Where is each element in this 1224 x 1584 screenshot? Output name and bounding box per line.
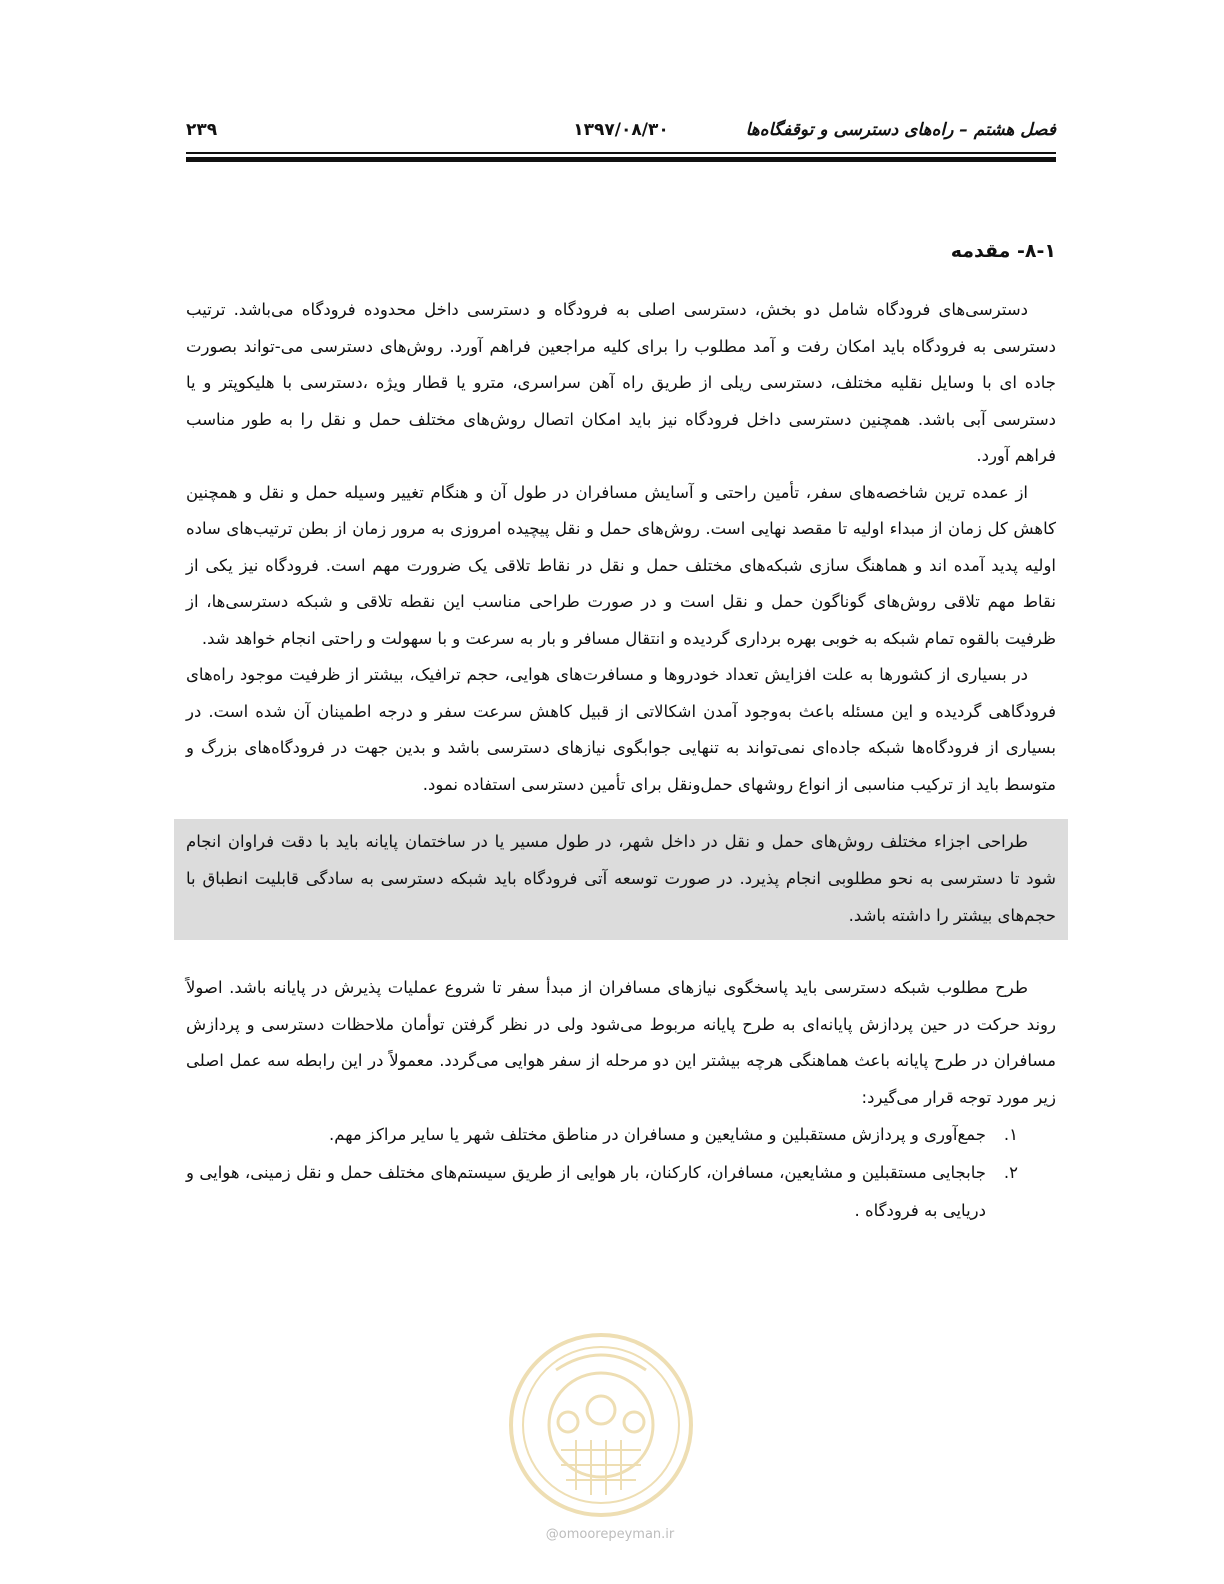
- header-date: ۱۳۹۷/۰۸/۳۰: [573, 120, 669, 140]
- header-rule-thin: [186, 152, 1056, 154]
- list-item: [186, 1154, 1056, 1230]
- paragraph: در بسیاری از کشورها به علت افزایش تعداد خودروها و مسافرت‌های هوایی، حجم ترافیک، بیشتر از ظرفیت موجود راه‌های فرودگاهی گردیده و این مسئله باعث به‌وجود آمدن اشکالاتی از قبیل کاهش سرعت سفر و درجه اطمینان آن شده است. در بسیاری از فرودگاه‌ها شبکه جاده‌ای نمی‌تواند به تنهایی جوابگوی نیازهای دسترسی باشد و بدین جهت در فرودگاه‌های بزرگ و متوسط باید از ترکیب مناسبی از انواع روشهای حمل‌ونقل برای تأمین دسترسی استفاده نمود.: [186, 665, 1056, 794]
- numbered-list: [186, 1116, 1056, 1230]
- list-item-text: جمع‌آوری و پردازش مستقبلین و مشایعین و مسافران در مناطق مختلف شهر یا سایر مراکز مهم.: [328, 1125, 986, 1144]
- paragraph: طرح مطلوب شبکه دسترسی باید پاسخگوی نیازهای مسافران از مبدأ سفر تا شروع عملیات پذیرش در پایانه باشد. اصولاً روند حرکت در حین پردازش پایانه‌ای به طرح پایانه مربوط می‌شود ولی در نظر گرفتن توأمان ملاحظات دسترسی و پردازش مسافران در طرح پایانه باعث هماهنگی هرچه بیشتر این دو مرحله از سفر هوایی می‌گردد. معمولاً در این رابطه سه عمل اصلی زیر مورد توجه قرار می‌گیرد:: [186, 978, 1056, 1107]
- seal-watermark-icon: [506, 1330, 696, 1520]
- paragraph: از عمده ترین شاخصه‌های سفر، تأمین راحتی و آسایش مسافران در طول آن و هنگام تغییر وسیله حمل و نقل و همچنین کاهش کل زمان از مبداء اولیه تا مقصد نهایی است. روش‌های حمل و نقل پیچیده امروزی به مرور زمان از بطن ترتیب‌های ساده اولیه پدید آمده اند و هماهنگ سازی شبکه‌های مختلف حمل و نقل در نقاط تلاقی یک ضرورت مهم است. فرودگاه نیز یکی از نقاط مهم تلاقی روش‌های گوناگون حمل و نقل است و در صورت طراحی مناسب این نقطه تلاقی و شبکه دسترسی‌ها، از ظرفیت بالقوه تمام شبکه به خوبی بهره برداری گردیده و انتقال مسافر و بار به سرعت و با سهولت و راحتی انجام خواهد شد.: [186, 482, 1056, 648]
- header-rule-thick: [186, 157, 1056, 162]
- chapter-title: فصل هشتم – راه‌های دسترسی و توقفگاه‌ها: [745, 120, 1056, 140]
- highlight-text: طراحی اجزاء مختلف روش‌های حمل و نقل در داخل شهر، در طول مسیر یا در ساختمان پایانه باید با دقت فراوان انجام شود تا دسترسی به نحو مطلوبی انجام پذیرد. در صورت توسعه آتی فرودگاه باید شبکه دسترسی به سادگی قابلیت انطباق با حجم‌های بیشتر را داشته باشد.: [186, 832, 1056, 925]
- section-heading: ۸-۱- مقدمه: [950, 240, 1056, 262]
- highlight-box: [174, 819, 1068, 940]
- at-icon: @: [545, 1527, 559, 1542]
- watermark-url: @omoorepeyman.ir: [545, 1527, 675, 1542]
- page-header: [186, 116, 1056, 146]
- list-number: ۲.: [1003, 1163, 1018, 1182]
- list-item: [186, 1116, 1056, 1154]
- paragraph: دسترسی‌های فرودگاه شامل دو بخش، دسترسی اصلی به فرودگاه و دسترسی داخل محدوده فرودگاه می‌باشد. ترتیب دسترسی به فرودگاه باید امکان رفت و آمد مطلوب را برای کلیه مراجعین فراهم آورد. روش‌های دسترسی می-تواند بصورت جاده ای با وسایل نقلیه مختلف، دسترسی ریلی از طریق راه آهن سراسری، مترو یا قطار ویژه ،دسترسی با هلیکوپتر و یا دسترسی آبی باشد. همچنین دسترسی داخل فرودگاه نیز باید امکان اتصال روش‌های مختلف حمل و نقل را به طور مناسب فراهم آورد.: [186, 300, 1056, 465]
- page-content: [186, 236, 1056, 1230]
- page-number: ۲۳۹: [186, 120, 218, 140]
- list-item-text: جابجایی مستقبلین و مشایعین، مسافران، کارکنان، بار هوایی از طریق سیستم‌های مختلف حمل و نقل زمینی، هوایی و دریایی به فرودگاه .: [186, 1163, 986, 1220]
- list-number: ۱.: [1003, 1125, 1018, 1144]
